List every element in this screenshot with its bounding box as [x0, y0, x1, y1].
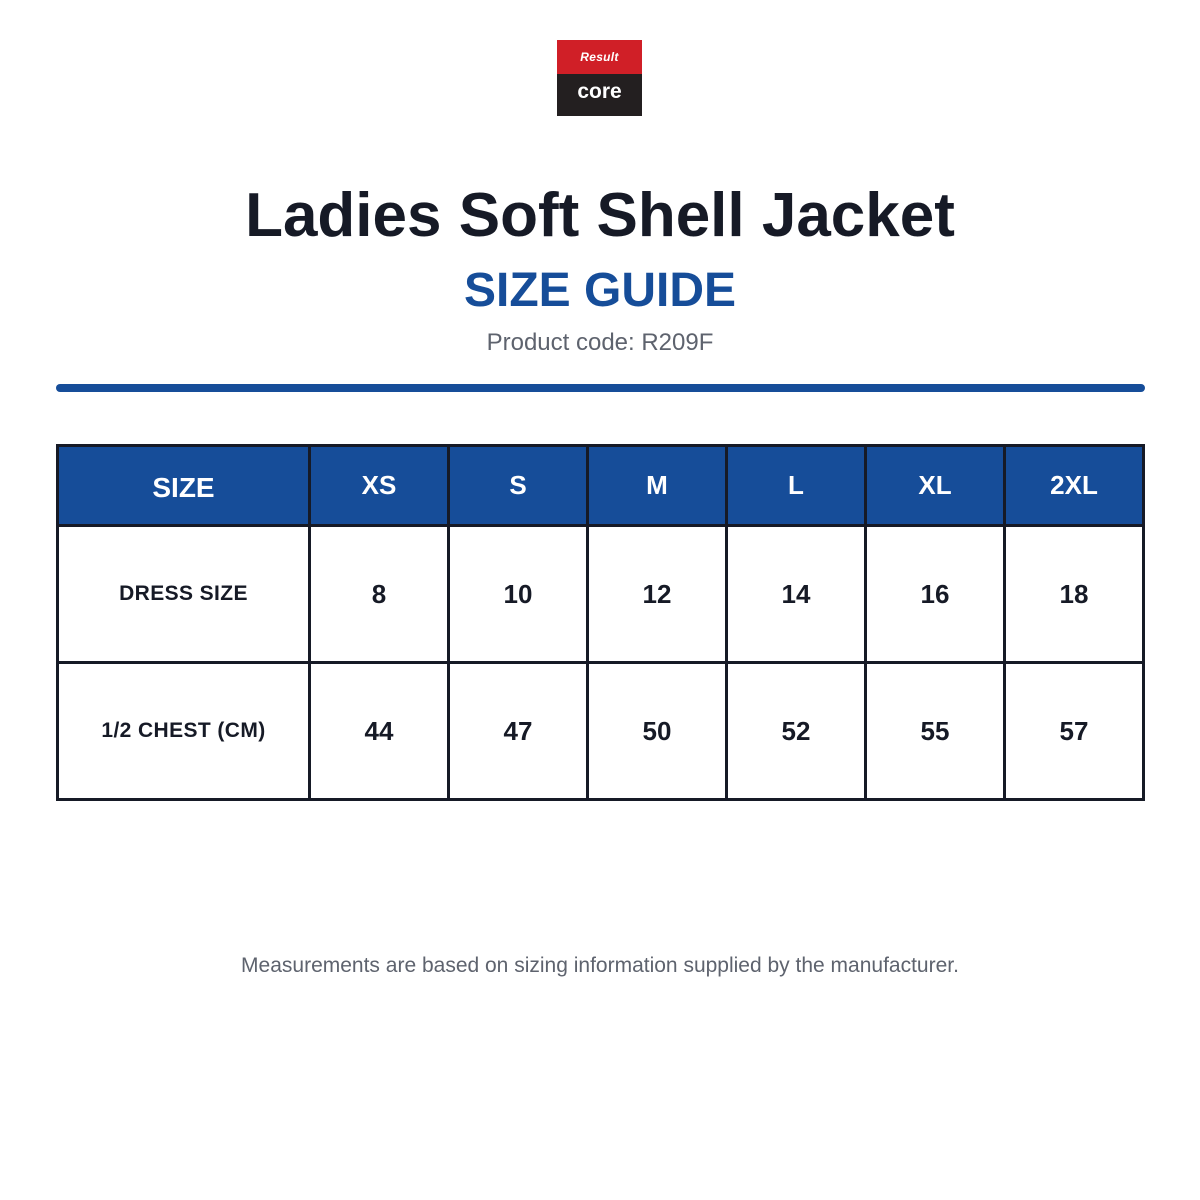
logo-core-text: core [557, 74, 642, 116]
table-row-half-chest [58, 663, 1144, 800]
header-size-m: M [588, 446, 727, 526]
table-cell: 52 [727, 663, 866, 800]
header-size-2xl: 2XL [1005, 446, 1144, 526]
table-cell: 8 [310, 526, 449, 663]
header-size-xs: XS [310, 446, 449, 526]
product-code: Product code: R209F [486, 329, 714, 356]
header-size-label: SIZE [58, 446, 310, 526]
table-row-dress-size [58, 526, 1144, 663]
header-size-xl: XL [866, 446, 1005, 526]
page-title: Ladies Soft Shell Jacket [245, 181, 955, 250]
brand-logo [557, 40, 642, 116]
table-cell: 47 [449, 663, 588, 800]
row-label-half-chest: 1/2 CHEST (CM) [58, 663, 310, 800]
table-cell: 12 [588, 526, 727, 663]
logo-result-text: Result [557, 40, 642, 74]
table-cell: 57 [1005, 663, 1144, 800]
table-cell: 44 [310, 663, 449, 800]
table-cell: 55 [866, 663, 1005, 800]
row-label-dress-size: DRESS SIZE [58, 526, 310, 663]
divider-line [56, 384, 1145, 392]
footnote: Measurements are based on sizing information supplied by the manufacturer. [241, 954, 959, 977]
table-cell: 10 [449, 526, 588, 663]
header-size-s: S [449, 446, 588, 526]
table-cell: 50 [588, 663, 727, 800]
table-cell: 16 [866, 526, 1005, 663]
page-subtitle: SIZE GUIDE [463, 264, 737, 317]
table-cell: 18 [1005, 526, 1144, 663]
table-cell: 14 [727, 526, 866, 663]
table-header-row [58, 446, 1144, 526]
size-table [56, 444, 1145, 801]
header-size-l: L [727, 446, 866, 526]
